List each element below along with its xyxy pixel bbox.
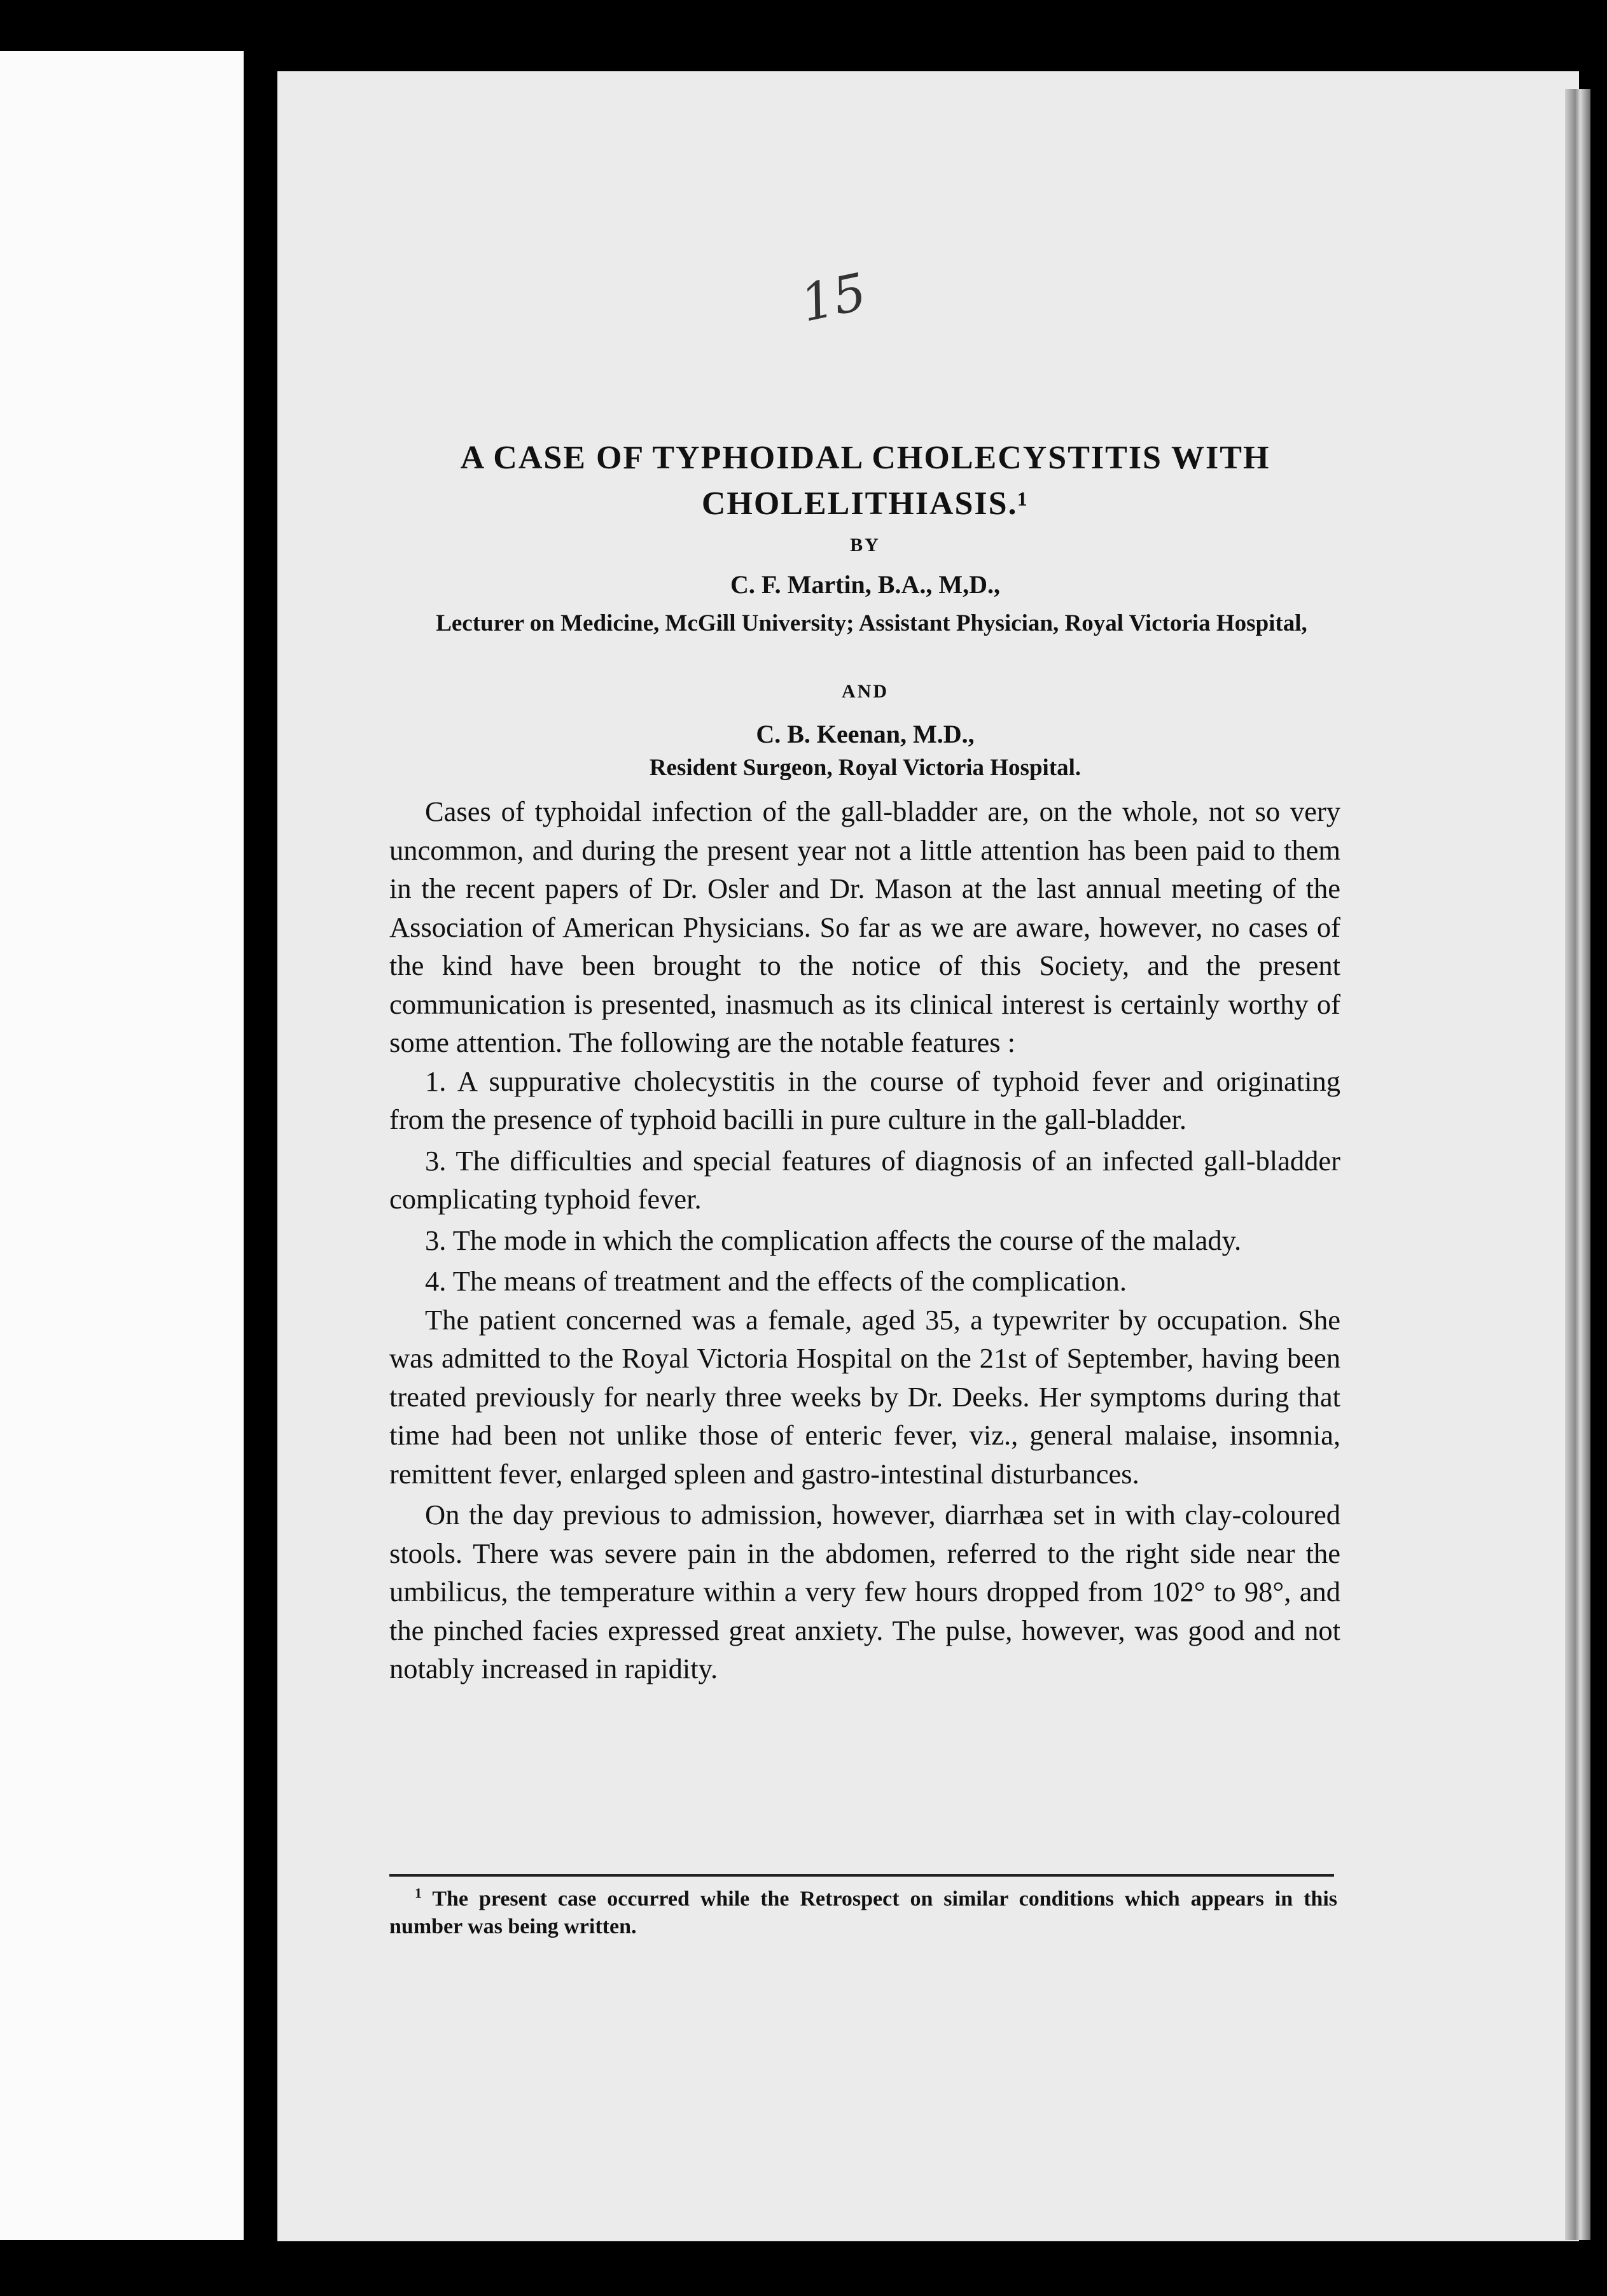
- footnote-divider: [389, 1874, 1334, 1877]
- author-1-affiliation: Lecturer on Medicine, McGill University; Assistant Physician, Royal Victoria Hospital,: [436, 610, 1307, 636]
- author-1: C. F. Martin, B.A., M,D.,: [730, 570, 1001, 599]
- body-paragraph: Cases of typhoidal infection of the gall-bladder are, on the whole, not so very uncommon, and during the present year not a little attention has been paid to them in the recent papers of Dr. Osler and Dr. Mason at the last annual meeting of the Association of American Physicians. So far as we are aware, however, no cases of the kind have been brought to the notice of this Society, and the present communication is presented, inasmuch as its clinical interest is certainly worthy of some attention. The following are the notable features :: [389, 795, 1340, 1058]
- footnote: [389, 1879, 1337, 1941]
- author-2: C. B. Keenan, M.D.,: [756, 720, 975, 748]
- footnote-marker: 1: [415, 1885, 422, 1901]
- and-label: AND: [842, 681, 889, 702]
- body-paragraph: On the day previous to admission, however, diarrhæa set in with clay-coloured stools. There was severe pain in the abdomen, referred to the right side near the umbilicus, the temperature within a very few hours dropped from 102° to 98°, and the pinched facies expressed great anxiety. The pulse, however, was good and not notably increased in rapidity.: [389, 1499, 1340, 1684]
- byline-label: BY: [850, 535, 880, 556]
- feature-item-4: 4. The means of treatment and the effects of the complication.: [425, 1265, 1127, 1297]
- left-blank-sheet: [0, 51, 244, 2240]
- feature-item-1: 1. A suppurative cholecystitis in the course of typhoid fever and originating from the presence of typhoid bacilli in pure culture in the gall-bladder.: [389, 1065, 1340, 1135]
- handwritten-page-mark: 15: [795, 262, 872, 333]
- footnote-text: The present case occurred while the Retrospect on similar conditions which appears in this number was being written.: [389, 1887, 1337, 1939]
- feature-item-3: 3. The mode in which the complication affects the course of the malady.: [425, 1224, 1242, 1256]
- feature-item-2: 3. The difficulties and special features of diagnosis of an infected gall-bladder complicating typhoid fever.: [389, 1144, 1340, 1215]
- author-2-affiliation: Resident Surgeon, Royal Victoria Hospital.: [649, 755, 1082, 781]
- article-title-line-2: CHOLELITHIASIS.¹: [701, 486, 1029, 522]
- article-title-line-1: A CASE OF TYPHOIDAL CHOLECYSTITIS WITH: [460, 440, 1270, 476]
- page-edge: [1565, 89, 1590, 2240]
- article-body: [389, 792, 1340, 1688]
- body-paragraph: The patient concerned was a female, aged 35, a typewriter by occupation. She was admitted to the Royal Victoria Hospital on the 21st of September, having been treated previously for nearly three weeks by Dr. Deeks. Her symptoms during that time had been not unlike those of enteric fever, viz., general malaise, insomnia, remittent fever, enlarged spleen and gastro-intestinal disturbances.: [389, 1303, 1340, 1490]
